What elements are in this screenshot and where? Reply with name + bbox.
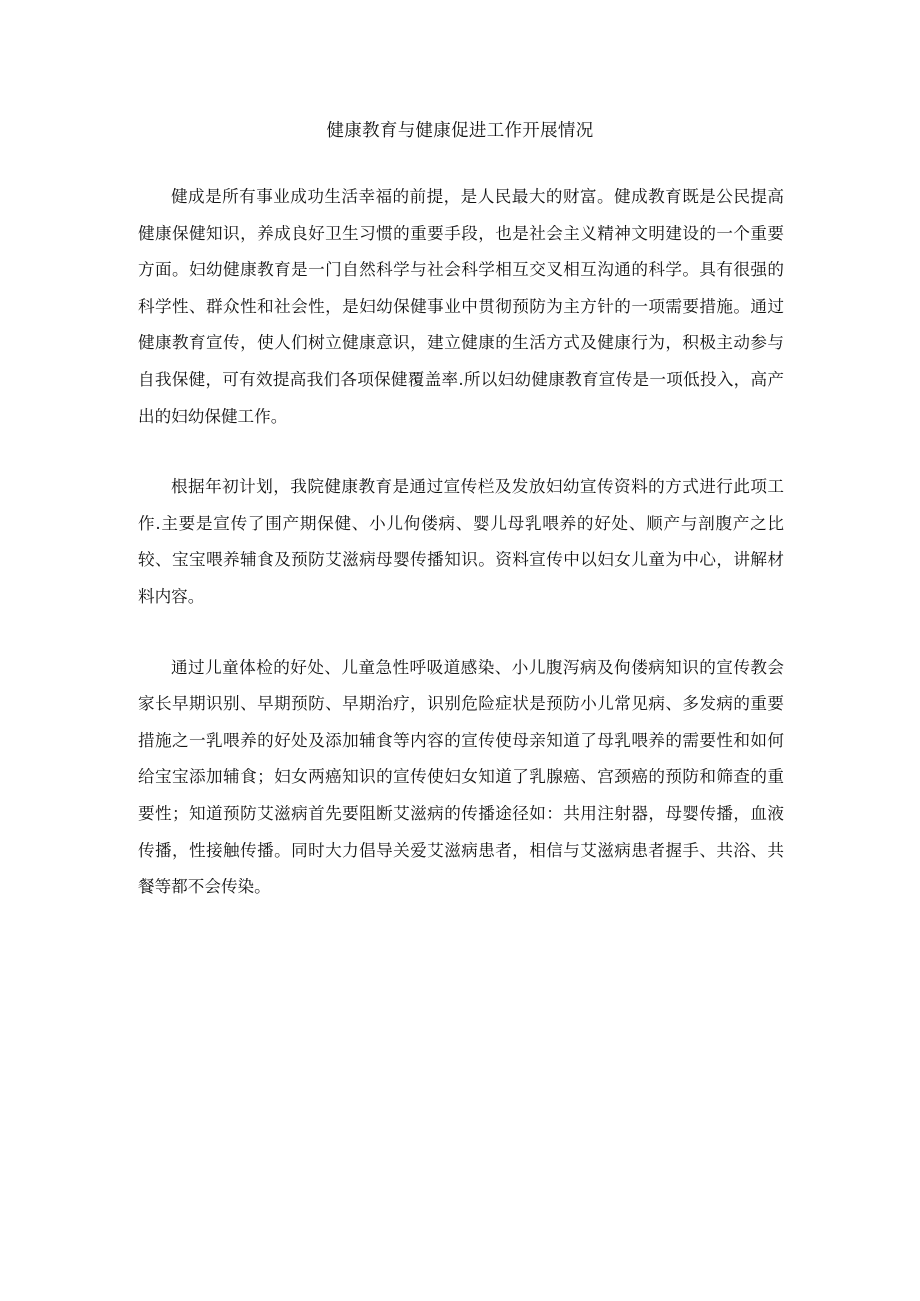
paragraph-2: 根据年初计划，我院健康教育是通过宣传栏及发放妇幼宣传资料的方式进行此项工作.主要是宣传了围产期保健、小儿佝偻病、婴儿母乳喂养的好处、顺产与剖腹产之比较、宝宝喂养辅食及预防艾滋病母婴传播知识。资料宣传中以妇女儿童为中心，讲解材料内容。 <box>138 477 784 606</box>
paragraph-1: 健成是所有事业成功生活幸福的前提，是人民最大的财富。健成教育既是公民提高健康保健知识，养成良好卫生习惯的重要手段，也是社会主义精神文明建设的一个重要方面。妇幼健康教育是一门自然科学与社会科学相互交叉相互沟通的科学。具有很强的科学性、群众性和社会性，是妇幼保健事业中贯彻预防为主方针的一项需要措施。通过健康教育宣传，使人们树立健康意识，建立健康的生活方式及健康行为，积极主动参与自我保健，可有效提高我们各项保健覆盖率.所以妇幼健康教育宣传是一项低投入，高产出的妇幼保健工作。 <box>138 187 784 426</box>
document-body <box>138 179 784 940</box>
document-title: 健康教育与健康促进工作开展情况 <box>326 121 594 141</box>
paragraph-3: 通过儿童体检的好处、儿童急性呼吸道感染、小儿腹泻病及佝偻病知识的宣传教会家长早期识别、早期预防、早期治疗，识别危险症状是预防小儿常见病、多发病的重要措施之一乳喂养的好处及添加辅食等内容的宣传使母亲知道了母乳喂养的需要性和如何给宝宝添加辅食；妇女两癌知识的宣传使妇女知道了乳腺癌、宫颈癌的预防和筛查的重要性；知道预防艾滋病首先要阻断艾滋病的传播途径如：共用注射器，母婴传播，血液传播，性接触传播。同时大力倡导关爱艾滋病患者，相信与艾滋病患者握手、共浴、共餐等都不会传染。 <box>138 657 784 897</box>
